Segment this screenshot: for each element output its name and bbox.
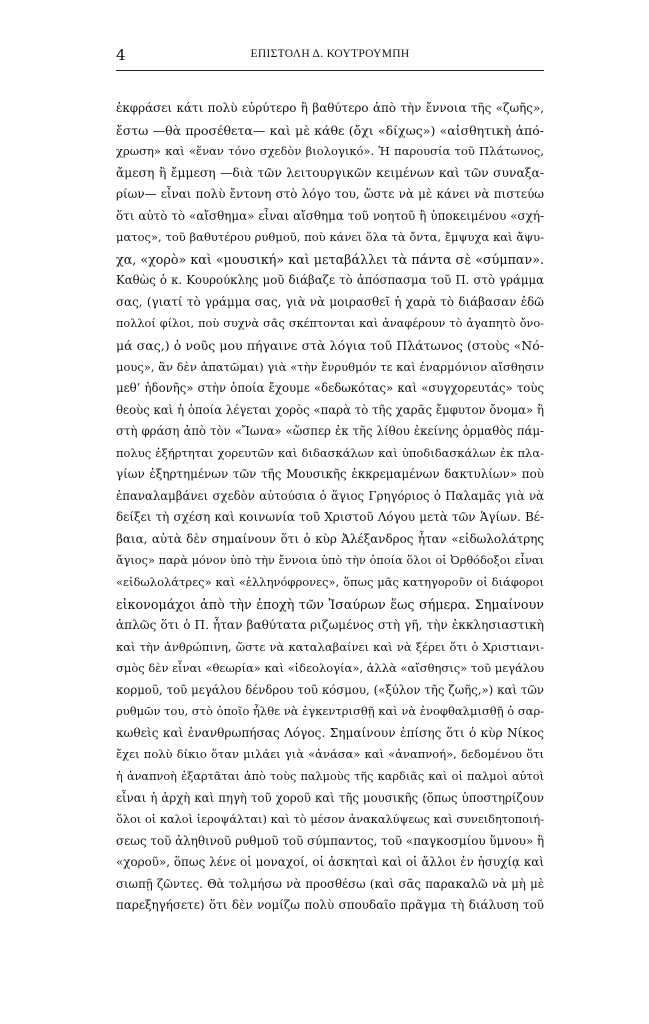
text-line: ἐπαναλαμβάνει σχεδὸν αὐτούσια ὁ ἅγιος Γρηγόριος ὁ Παλαμᾶς γιὰ νὰ [116, 488, 544, 503]
text-line: χα, «χορὸ» καὶ «μουσική» καὶ μεταβάλλει τὰ πάντα σὲ «σύμπαν». [116, 251, 544, 267]
text-line: ἐκφράσει κάτι πολὺ εὐρύτερο ἢ βαθύτερο ἀπὸ τὴν ἔννοια τῆς «ζωῆς», [116, 101, 544, 115]
text-line: χρωση» καὶ «ἕναν τόνο σχεδὸν βιολογικό». Ἡ παρουσία τοῦ Πλάτωνος, [116, 144, 544, 159]
text-line: βαια, αὐτὰ δὲν σημαίνουν ὅτι ὁ κὺρ Ἀλέξανδρος ἦταν «εἰδωλολάτρης [116, 531, 544, 546]
text-line: εἰκονομάχοι ἀπὸ τὴν ἐποχὴ τῶν Ἰσαύρων ἕως σήμερα. Σημαίνουν [116, 596, 544, 612]
header-rule [116, 70, 544, 71]
text-line: θεοὺς καὶ ἡ ὁποία λέγεται χορὸς «παρὰ τὸ τῆς χαρᾶς ἔμφυτον ὄνομα» ἢ [116, 402, 544, 417]
text-line: ρίων— εἶναι πολὺ ἔντονη στὸ λόγο του, ὥστε νὰ μὲ κάνει νὰ πιστεύω [116, 187, 544, 202]
text-line: πολλοί φίλοι, ποὺ συχνὰ σᾶς σκέπτονται καὶ ἀναφέρουν τὸ ἀγαπητὸ ὄνο- [116, 317, 544, 331]
text-line: γίων ἐξηρτημένων τῶν τῆς Μουσικῆς ἐκκρεμαμένων δακτυλίων» ποὺ [116, 467, 544, 482]
text-line: ἔστω —θὰ προσέθετα— καὶ μὲ κάθε (ὄχι «δίχως») «αἰσθητικὴ ἀπό- [116, 122, 544, 138]
text-line: κωθεὶς καὶ ἐνανθρωπήσας Λόγος. Σημαίνουν ἐπίσης ὅτι ὁ κὺρ Νίκος [116, 725, 544, 740]
text-line: ἄμεση ἢ ἔμμεση —διὰ τῶν λειτουργικῶν κειμένων καὶ τῶν συναξα- [116, 165, 544, 180]
text-line: «εἰδωλολάτρες» καὶ «ἑλληνόφρονες», ὅπως μᾶς κατηγοροῦν οἱ διάφοροι [116, 575, 544, 590]
text-line: σιωπῇ ζῶντες. Θὰ τολμήσω νὰ προσθέσω (καὶ σᾶς παρακαλῶ νὰ μὴ μὲ [116, 876, 544, 891]
body-text [116, 98, 544, 917]
text-line: κορμοῦ, τοῦ μεγάλου δένδρου τοῦ κόσμου, («ξύλον τῆς ζωῆς,») καὶ τῶν [116, 682, 544, 697]
text-line: ἁπλῶς ὅτι ὁ Π. ἦταν βαθύτατα ριζωμένος στὴ γῆ, τὴν ἐκκλησιαστικὴ [116, 618, 544, 633]
text-line: μεθ’ ἡδονῆς» στὴν ὁποία ἔχουμε «δεδωκότας» καὶ «συγχορευτάς» τοὺς [116, 381, 544, 396]
text-line: ἡ ἀναπνοὴ ἐξαρτᾶται ἀπὸ τοὺς παλμοὺς τῆς καρδιᾶς καὶ οἱ παλμοὶ αὐτοὶ [116, 769, 544, 783]
text-line: ἄγιος» παρὰ μόνον ὑπὸ τὴν ἔννοια ὑπὸ τὴν ὁποία ὅλοι οἱ Ὀρθόδοξοι εἶναι [116, 554, 544, 568]
text-line: μά σας,) ὁ νοῦς μου πήγαινε στὰ λόγια τοῦ Πλάτωνος (στοὺς «Νό- [116, 338, 544, 354]
text-line: Καθὼς ὁ κ. Κουρούκλης μοῦ διάβαζε τὸ ἀπόσπασμα τοῦ Π. στὸ γράμμα [116, 273, 544, 288]
text-line: παρεξηγήσετε) ὅτι δὲν νομίζω πολὺ σπουδαῖο πρᾶγμα τὴ διάλυση τοῦ [116, 898, 544, 913]
page-header [116, 46, 544, 68]
text-line: στὴ φράση ἀπὸ τὸν «Ἴωνα» «ὥσπερ ἐκ τῆς λίθου ἐκείνης ὁρμαθὸς πάμ- [116, 424, 544, 439]
text-line: καὶ τὴν ἀνθρώπινη, ὥστε νὰ καταλαβαίνει καὶ νὰ ξέρει ὅτι ὁ Χριστιανι- [116, 639, 544, 654]
text-line: ἔχει πολὺ δίκιο ὅταν μιλάει γιὰ «ἀνάσα» καὶ «ἀναπνοή», δεδομένου ὅτι [116, 747, 544, 762]
text-line: ὅλοι οἱ καλοὶ ἱεροψάλται) καὶ τὸ μέσον ἀνακαλύψεως καὶ συνειδητοποιή- [116, 813, 544, 827]
text-line: μους», ἂν δὲν ἀπατῶμαι) γιὰ «τὴν ἔνρυθμόν τε καὶ ἐναρμόνιον αἴσθησιν [116, 359, 544, 374]
text-line: εἶναι ἡ ἀρχὴ καὶ πηγὴ τοῦ χοροῦ καὶ τῆς μουσικῆς (ὅπως ὑποστηρίζουν [116, 790, 544, 805]
text-line: δείξει τὴ σχέση καὶ κοινωνία τοῦ Χριστοῦ Λόγου μετὰ τῶν Ἁγίων. Βέ- [116, 510, 544, 525]
text-line: σας, (γιατί τὸ γράμμα σας, γιὰ νὰ μοιρασθεῖ ἡ χαρὰ τὸ διάβασαν ἐδῶ [116, 294, 544, 309]
text-line: σμὸς δὲν εἶναι «θεωρία» καὶ «ἰδεολογία», ἀλλὰ «αἴσθησις» τοῦ μεγάλου [116, 661, 545, 676]
text-line: ὅτι αὐτὸ τὸ «αἴσθημα» εἶναι αἴσθημα τοῦ νοητοῦ ἢ ὑποκειμένου «σχή- [116, 208, 544, 223]
page-number: 4 [116, 46, 126, 64]
text-line: ρυθμῶν του, στὸ ὁποῖο ἦλθε νὰ ἐγκεντρισθῇ καὶ νὰ ἐνοφθαλμισθῇ ὁ σαρ- [116, 704, 545, 719]
text-line: ματος», τοῦ βαθυτέρου ρυθμοῦ, ποὺ κάνει ὅλα τὰ ὄντα, ἔμψυχα καὶ ἄψυ- [116, 230, 544, 245]
text-line: «χοροῦ», ὅπως λένε οἱ μοναχοί, οἱ ἀσκηταὶ καὶ οἱ ἄλλοι ἐν ἡσυχίᾳ καὶ [116, 855, 544, 870]
running-head: ΕΠΙΣΤΟΛΗ Δ. ΚΟΥΤΡΟΥΜΠΗ [250, 48, 410, 60]
text-line: σεως τοῦ ἀληθινοῦ ρυθμοῦ τοῦ σύμπαντος, τοῦ «παγκοσμίου ὕμνου» ἢ [116, 833, 545, 848]
text-line: πολυς ἐξήρτηται χορευτῶν καὶ διδασκάλων καὶ ὑποδιδασκάλων ἐκ πλα- [116, 445, 544, 460]
